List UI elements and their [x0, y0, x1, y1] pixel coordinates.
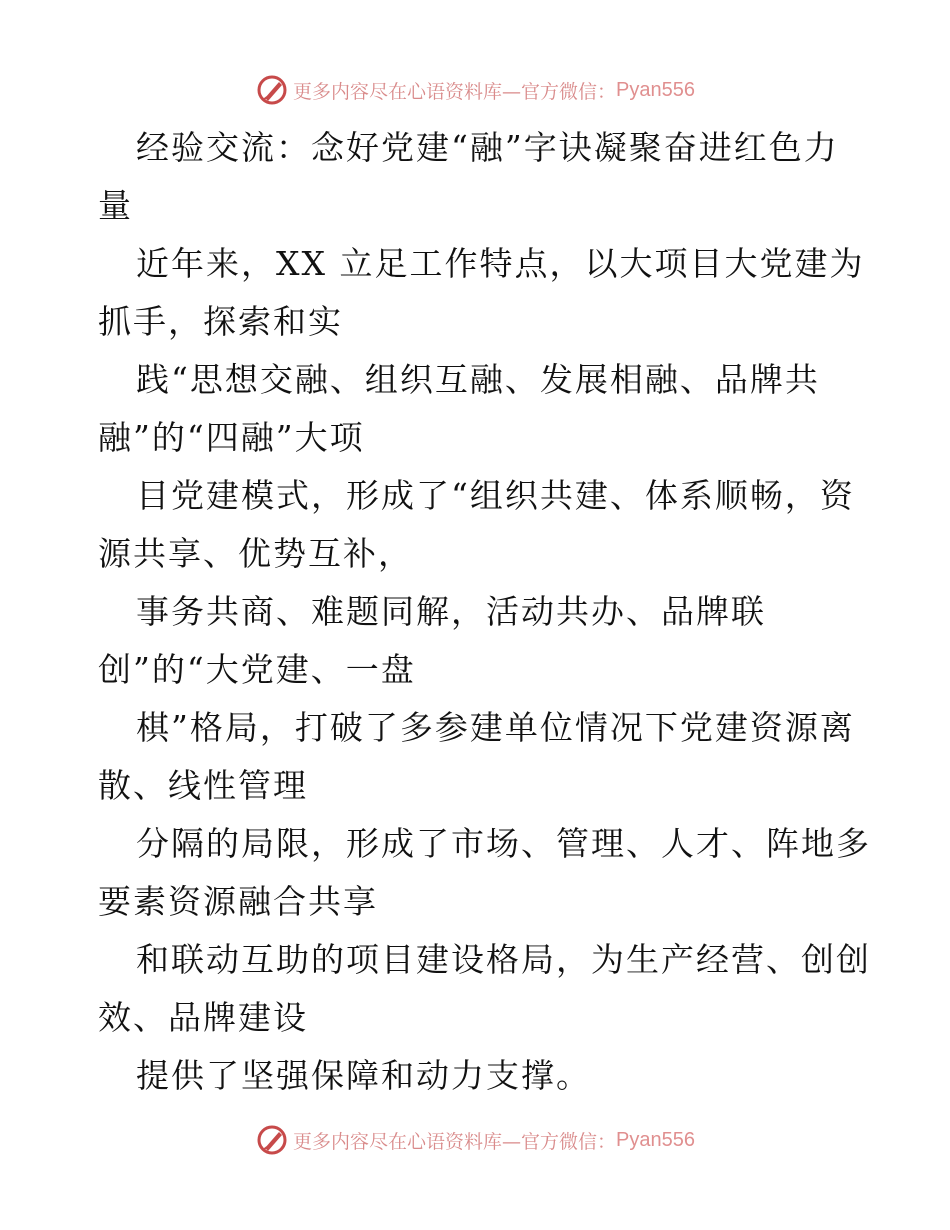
- text-line: 要素资源融合共享: [98, 882, 378, 921]
- pen-logo-icon: [255, 1123, 289, 1157]
- text-line: 和联动互助的项目建设格局，为生产经营、创创: [136, 940, 871, 979]
- text-line: 分隔的局限，形成了市场、管理、人才、阵地多: [136, 824, 871, 863]
- text-line: 源共享、优势互补，: [98, 534, 413, 573]
- banner-handle: Pyan556: [616, 1128, 695, 1151]
- banner-handle: Pyan556: [616, 78, 695, 101]
- text-line: 目党建模式，形成了“组织共建、体系顺畅，资: [136, 476, 855, 515]
- text-line: 践“思想交融、组织互融、发展相融、品牌共: [136, 360, 820, 399]
- text-line: 融”的“四融”大项: [98, 418, 365, 457]
- text-line: 散、线性管理: [98, 766, 308, 805]
- banner-text: 更多内容尽在心语资料库—官方微信：: [293, 80, 617, 103]
- text-line: 棋”格局，打破了多参建单位情况下党建资源离: [136, 708, 855, 747]
- text-line: 经验交流：念好党建“融”字诀凝聚奋进红色力: [136, 128, 839, 167]
- text-line: 量: [98, 186, 133, 225]
- text-line: 提供了坚强保障和动力支撑。: [136, 1056, 591, 1095]
- text-line: 抓手，探索和实: [98, 302, 343, 341]
- text-line: 近年来，XX 立足工作特点，以大项目大党建为: [136, 244, 865, 283]
- banner-text: 更多内容尽在心语资料库—官方微信：: [293, 1130, 617, 1153]
- text-line: 创”的“大党建、一盘: [98, 650, 416, 689]
- text-line: 效、品牌建设: [98, 998, 308, 1037]
- text-line: 事务共商、难题同解，活动共办、品牌联: [136, 592, 766, 631]
- footer-banner: [0, 1120, 950, 1160]
